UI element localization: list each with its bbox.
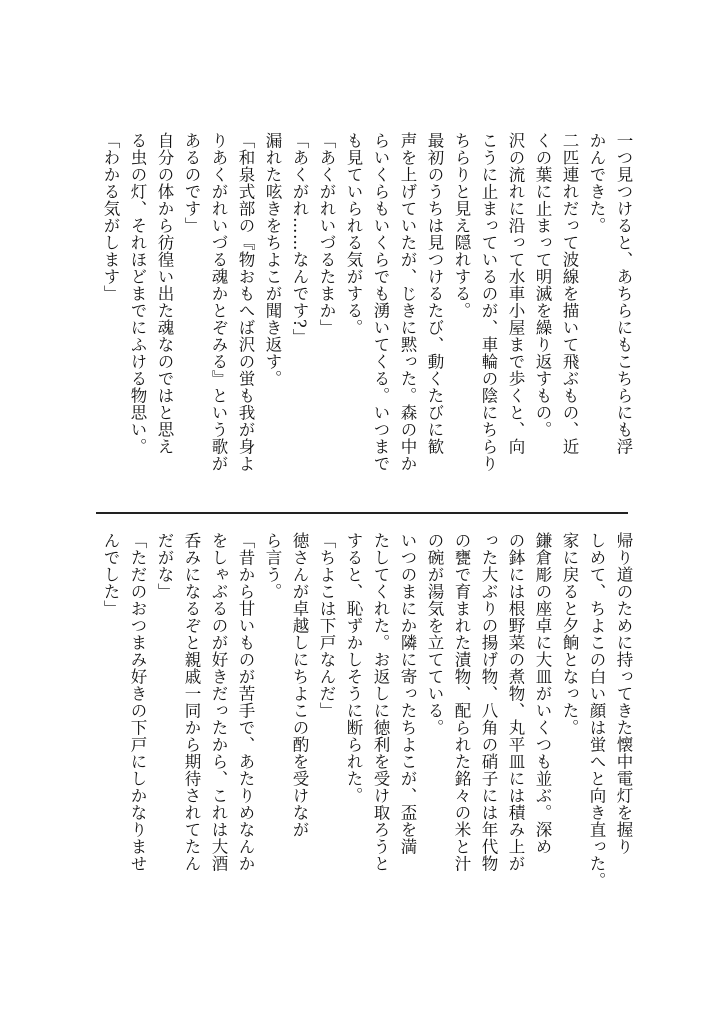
top-line-3: 二匹連れだって波線を描いて飛ぶもの、近 bbox=[560, 132, 579, 455]
bottom-line-8: の碗が湯気を立てている。 bbox=[425, 532, 444, 736]
bottom-line-12: 「ちよこは下戸なんだ」 bbox=[317, 532, 336, 719]
bottom-line-5: の鉢には根野菜の煮物、丸平皿には積み上が bbox=[506, 532, 525, 872]
bottom-line-16: をしゃぶるのが好きだったから、これは大酒 bbox=[209, 532, 228, 872]
top-line-16: りあくがれいづる魂かとぞみる』という歌が bbox=[209, 132, 228, 472]
bottom-line-1: 帰り道のために持ってきた懐中電灯を握り bbox=[614, 532, 633, 855]
top-line-1: 一つ見つけると、あちらにもこちらにも浮 bbox=[614, 132, 633, 455]
top-line-18: 自分の体から彷徨い出た魂なのではと思え bbox=[155, 132, 174, 455]
top-line-8: 最初のうちは見つけるたび、動くたびに歓 bbox=[425, 132, 444, 455]
bottom-line-17: 呑みになるぞと親戚一同から期待されてたん bbox=[182, 532, 201, 872]
top-line-4: くの葉に止まって明滅を繰り返すもの。 bbox=[533, 132, 552, 438]
bottom-line-7: の甕で育まれた漬物、配られた銘々の米と汁 bbox=[452, 532, 471, 872]
bottom-line-19: 「ただのおつまみ好きの下戸にしかなりませ bbox=[128, 532, 147, 872]
top-line-17: あるのです」 bbox=[182, 132, 201, 234]
bottom-line-10: たしてくれた。お返しに徳利を受け取ろうと bbox=[371, 532, 390, 872]
top-line-6: こうに止まっているのが、車輪の陰にちらり bbox=[479, 132, 498, 472]
top-line-12: 「あくがれいづるたまか」 bbox=[317, 132, 336, 336]
top-line-2: かんできた。 bbox=[587, 132, 606, 234]
bottom-line-18: だがな」 bbox=[155, 532, 174, 600]
bottom-line-11: すると、恥ずかしそうに断られた。 bbox=[344, 532, 363, 804]
bottom-line-13: 徳さんが卓越しにちよこの酌を受けなが bbox=[290, 532, 309, 838]
bottom-line-6: った大ぶりの揚げ物、八角の硝子には年代物 bbox=[479, 532, 498, 872]
bottom-line-4: 鎌倉彫の座卓に大皿がいくつも並ぶ。深め bbox=[533, 532, 552, 855]
section-divider bbox=[96, 512, 628, 514]
top-line-20: 「わかる気がします」 bbox=[101, 132, 120, 302]
top-line-5: 沢の流れに沿って水車小屋まで歩くと、向 bbox=[506, 132, 525, 455]
top-line-11: も見ていられる気がする。 bbox=[344, 132, 363, 336]
bottom-line-9: いつのまにか隣に寄ったちよこが、盃を満 bbox=[398, 532, 417, 855]
top-line-10: らいくらもいくらでも湧いてくる。いつまで bbox=[371, 132, 390, 472]
bottom-line-2: しめて、ちよこの白い顔は蛍へと向き直った。 bbox=[587, 532, 606, 889]
top-line-7: ちらりと見え隠れする。 bbox=[452, 132, 471, 319]
top-line-19: る虫の灯、それほどまでにふける物思い。 bbox=[128, 132, 147, 455]
bottom-line-14: ら言う。 bbox=[263, 532, 282, 600]
bottom-line-3: 家に戻ると夕餉となった。 bbox=[560, 532, 579, 736]
top-line-14: 漏れた呟きをちよこが聞き返す。 bbox=[263, 132, 282, 387]
top-line-15: 「和泉式部の『物おもへば沢の蛍も我が身よ bbox=[236, 132, 255, 472]
bottom-line-15: 「昔から甘いものが苦手で、あたりめなんか bbox=[236, 532, 255, 872]
top-line-9: 声を上げていたが、じきに黙った。森の中か bbox=[398, 132, 417, 472]
top-line-13: 「あくがれ……なんです?」 bbox=[290, 132, 309, 346]
bottom-line-20: んでした」 bbox=[101, 532, 120, 617]
